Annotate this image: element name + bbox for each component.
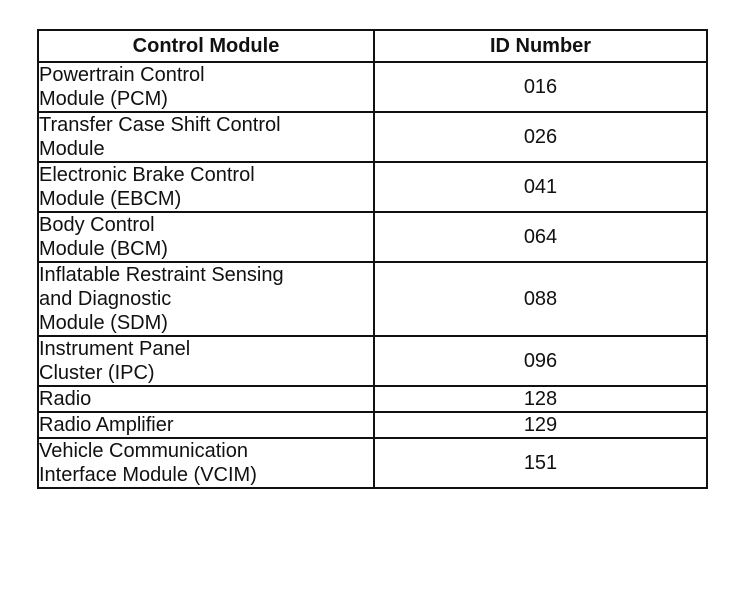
module-name-line: Electronic Brake Control <box>39 164 255 186</box>
header-id-number: ID Number <box>374 30 707 62</box>
module-name-line: Module (EBCM) <box>39 188 182 210</box>
module-name-line: Instrument Panel <box>39 338 191 360</box>
module-name-line: Cluster (IPC) <box>39 362 155 384</box>
table-row <box>38 212 707 262</box>
module-name-cell <box>38 162 374 212</box>
table-row <box>38 412 707 438</box>
module-name-line: Powertrain Control <box>39 64 205 86</box>
table-row <box>38 336 707 386</box>
module-name-line: Body Control <box>39 214 155 236</box>
module-name-line: Interface Module (VCIM) <box>39 464 257 486</box>
id-number-cell: 129 <box>374 412 707 438</box>
id-number-cell: 128 <box>374 386 707 412</box>
module-name-cell <box>38 386 374 412</box>
table-row <box>38 162 707 212</box>
id-number-cell: 026 <box>374 112 707 162</box>
module-name-line: Module (SDM) <box>39 312 168 334</box>
module-name-cell <box>38 438 374 488</box>
id-number-cell: 016 <box>374 62 707 112</box>
id-number-cell: 151 <box>374 438 707 488</box>
id-number-cell: 088 <box>374 262 707 336</box>
module-name-line: Module <box>39 138 105 160</box>
id-number-cell: 064 <box>374 212 707 262</box>
module-name-cell <box>38 412 374 438</box>
module-name-cell <box>38 336 374 386</box>
id-number-cell: 041 <box>374 162 707 212</box>
table-row <box>38 438 707 488</box>
table-row <box>38 62 707 112</box>
table-row <box>38 386 707 412</box>
module-name-line: Vehicle Communication <box>39 440 248 462</box>
module-name-line: Inflatable Restraint Sensing <box>39 264 284 286</box>
table-row <box>38 112 707 162</box>
module-name-line: Radio <box>39 388 92 410</box>
control-module-id-table <box>37 29 708 489</box>
module-name-line: and Diagnostic <box>39 288 172 310</box>
header-row <box>38 30 707 62</box>
id-number-cell: 096 <box>374 336 707 386</box>
module-name-cell <box>38 112 374 162</box>
module-name-line: Module (BCM) <box>39 238 168 260</box>
module-name-cell <box>38 212 374 262</box>
module-name-line: Transfer Case Shift Control <box>39 114 281 136</box>
module-name-cell <box>38 62 374 112</box>
table-row <box>38 262 707 336</box>
module-name-line: Module (PCM) <box>39 88 168 110</box>
module-name-cell <box>38 262 374 336</box>
module-name-line: Radio Amplifier <box>39 414 174 436</box>
header-control-module: Control Module <box>38 30 374 62</box>
